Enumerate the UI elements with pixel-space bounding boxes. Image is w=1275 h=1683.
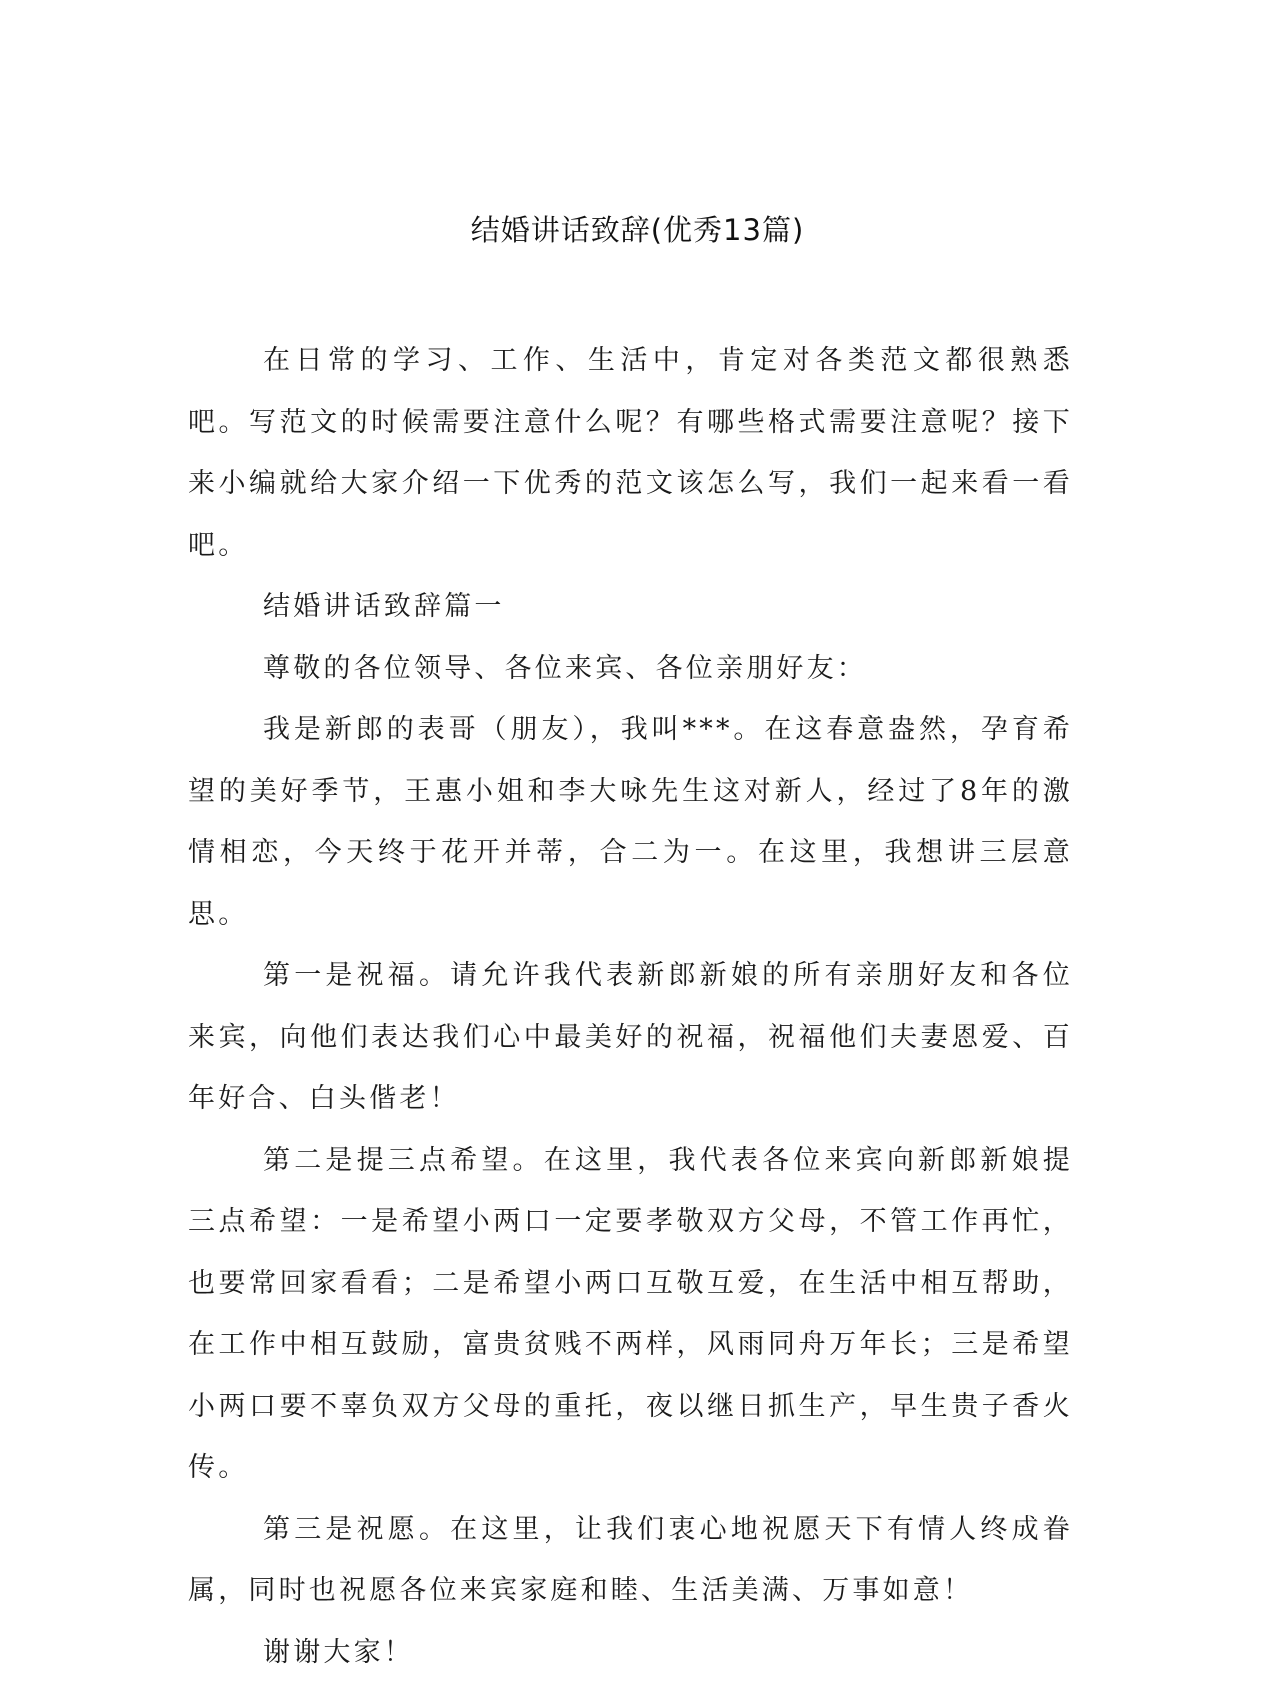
closing-line: 谢谢大家！ [188, 1622, 1073, 1683]
body-paragraph: 我是新郎的表哥（朋友），我叫***。在这春意盎然，孕育希望的美好季节，王惠小姐和李大咏先生这对新人，经过了8年的激情相恋，今天终于花开并蒂，合二为一。在这里，我想讲三层意思。 [188, 699, 1073, 945]
body-paragraph: 第一是祝福。请允许我代表新郎新娘的所有亲朋好友和各位来宾，向他们表达我们心中最美好的祝福，祝福他们夫妻恩爱、百年好合、白头偕老！ [188, 945, 1073, 1130]
intro-paragraph: 在日常的学习、工作、生活中，肯定对各类范文都很熟悉吧。写范文的时候需要注意什么呢？有哪些格式需要注意呢？接下来小编就给大家介绍一下优秀的范文该怎么写，我们一起来看一看吧。 [188, 330, 1073, 576]
salutation: 尊敬的各位领导、各位来宾、各位亲朋好友： [188, 638, 1073, 700]
body-paragraph: 第二是提三点希望。在这里，我代表各位来宾向新郎新娘提三点希望：一是希望小两口一定要孝敬双方父母，不管工作再忙，也要常回家看看；二是希望小两口互敬互爱，在生活中相互帮助，在工作中相互鼓励，富贵贫贱不两样，风雨同舟万年长；三是希望小两口要不辜负双方父母的重托，夜以继日抓生产，早生贵子香火传。 [188, 1130, 1073, 1499]
body-paragraph: 第三是祝愿。在这里，让我们衷心地祝愿天下有情人终成眷属，同时也祝愿各位来宾家庭和睦、生活美满、万事如意！ [188, 1499, 1073, 1622]
document-title: 结婚讲话致辞(优秀13篇) [0, 210, 1275, 250]
section-heading: 结婚讲话致辞篇一 [188, 576, 1073, 638]
document-body [188, 330, 1073, 1683]
